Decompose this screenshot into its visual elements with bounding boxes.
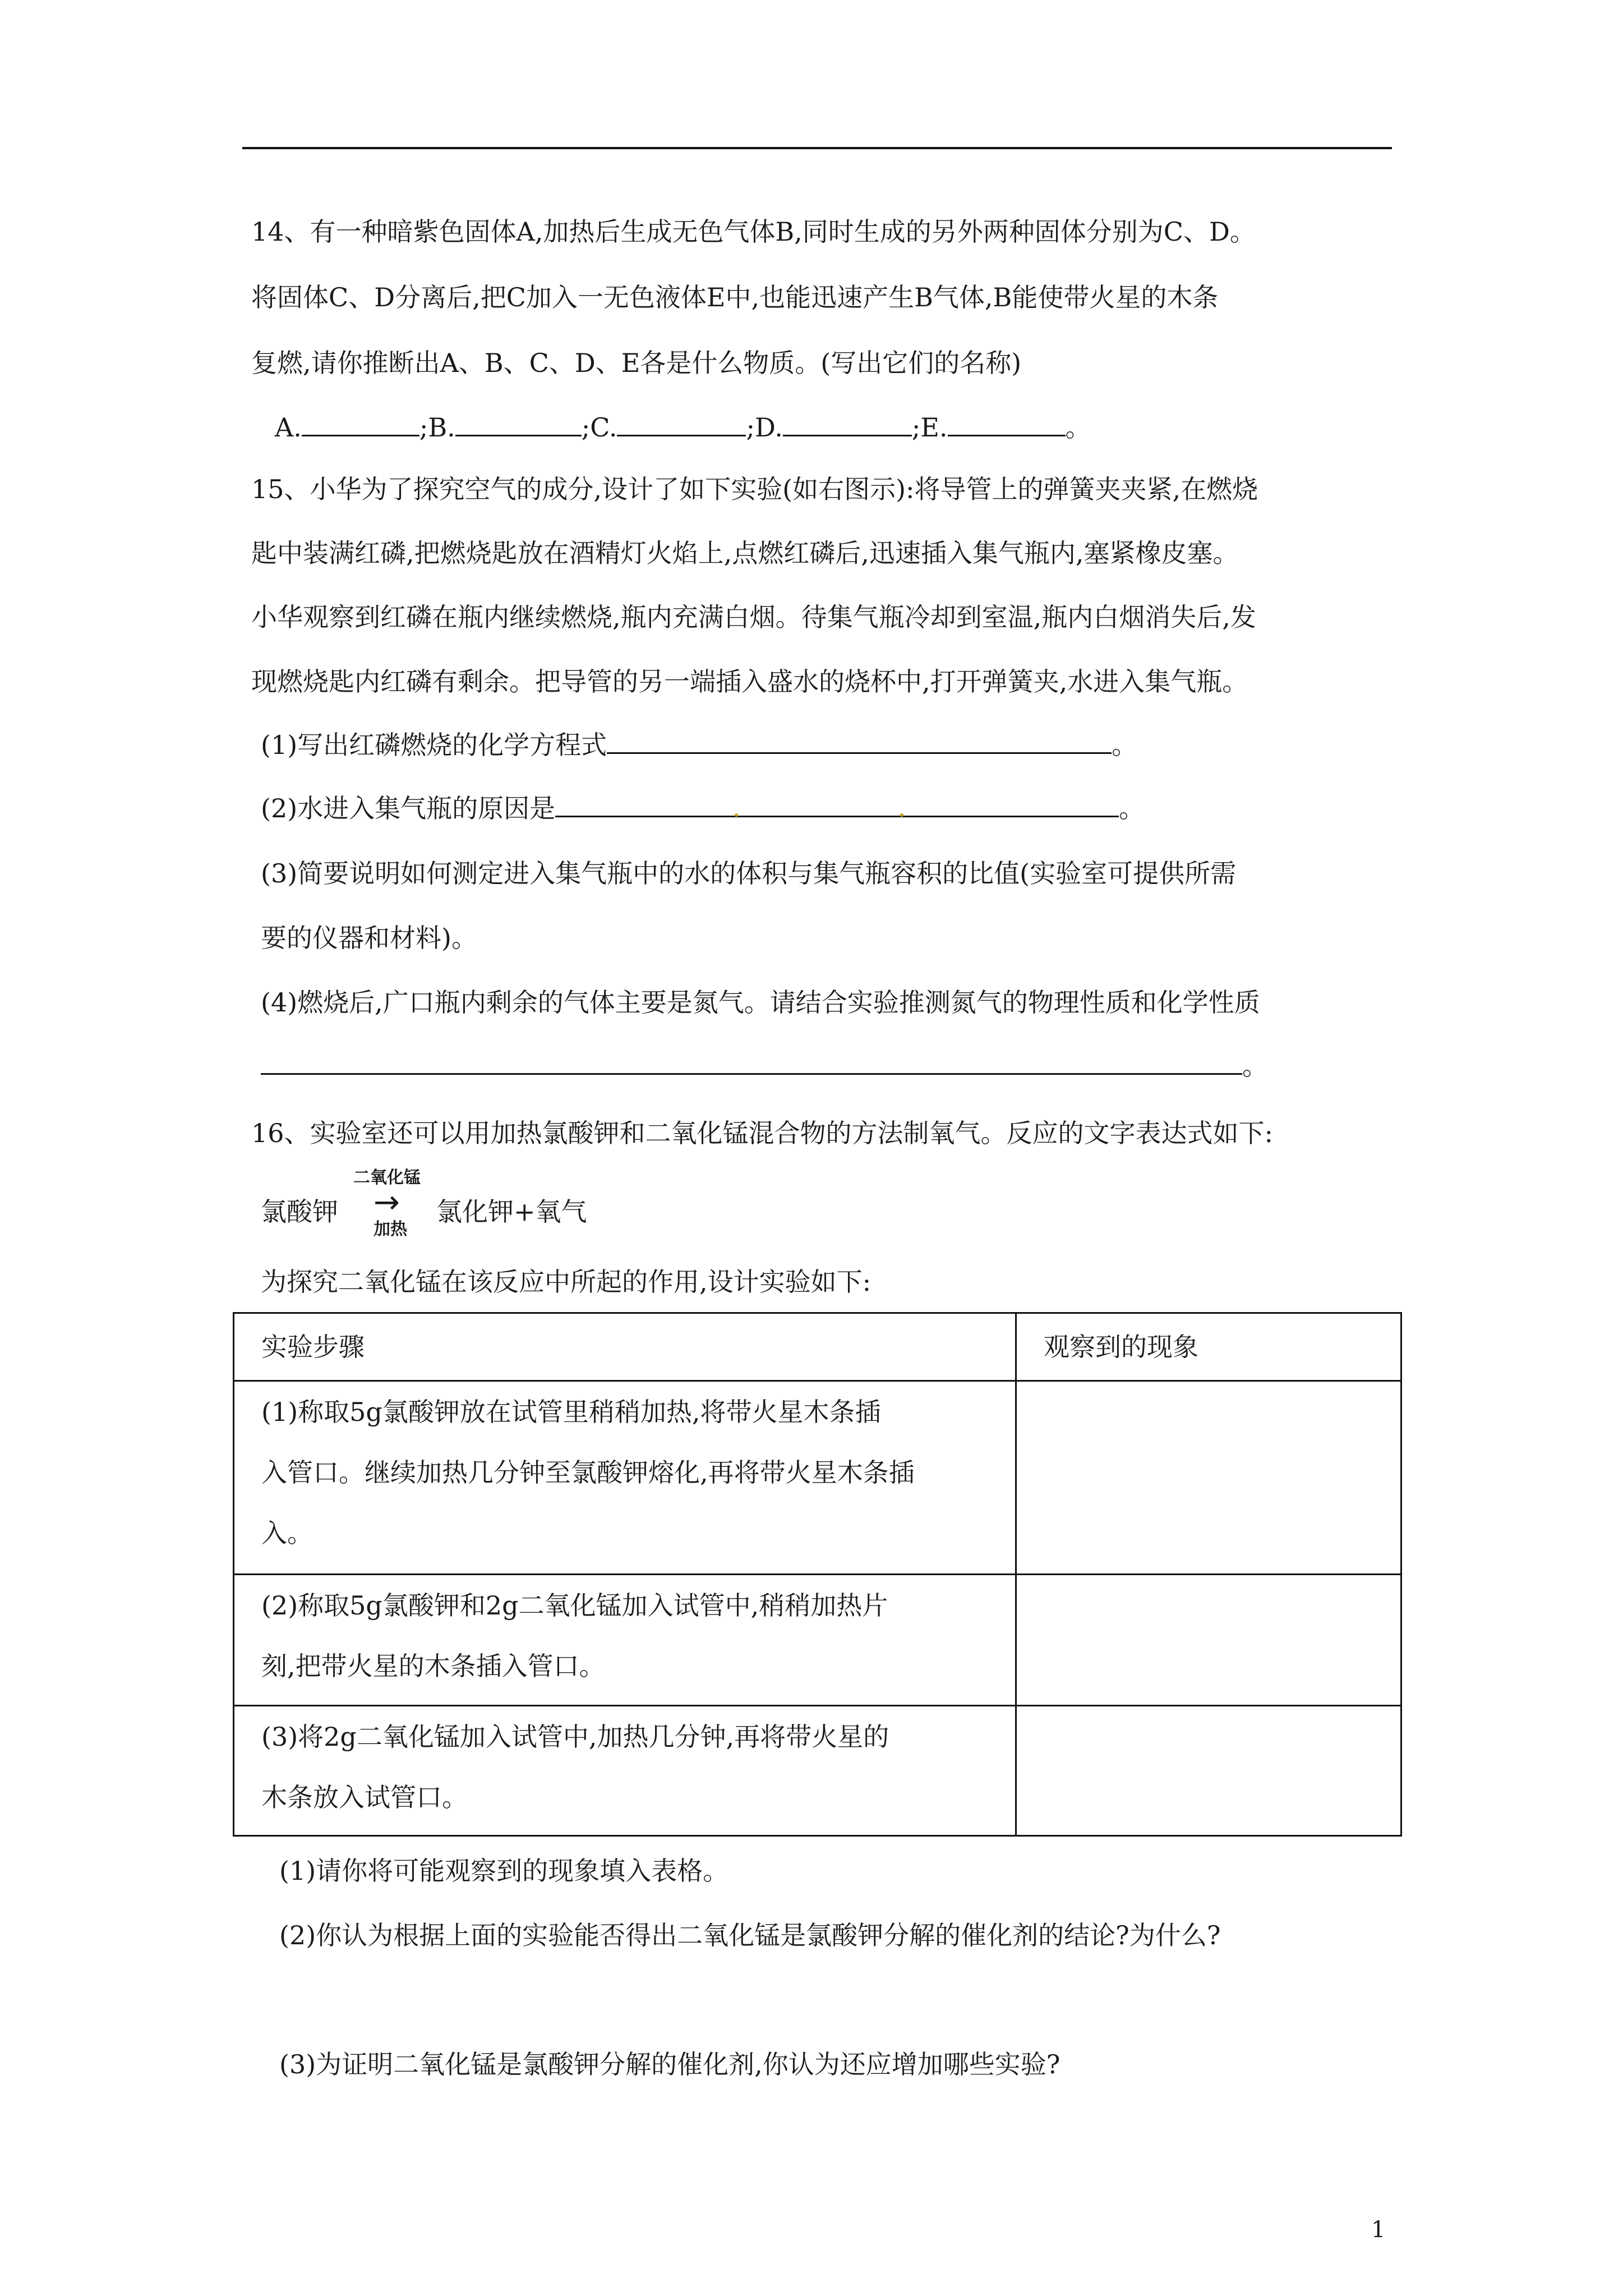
q16-followup-1: (1)请你将可能观察到的现象填入表格。: [279, 1856, 729, 1886]
q14-blank-e[interactable]: [948, 412, 1066, 436]
q16-followup-2: (2)你认为根据上面的实验能否得出二氧化锰是氯酸钾分解的催化剂的结论?为什么?: [279, 1920, 1221, 1950]
table-header-row: [234, 1313, 1401, 1381]
q14-blank-b[interactable]: [455, 412, 582, 436]
stray-dot-1: [735, 813, 738, 817]
q14-label-d: ;D.: [746, 412, 783, 443]
q14-blank-c[interactable]: [617, 412, 746, 436]
q16-products: 氯化钾+氧气: [436, 1197, 587, 1227]
q15-sub-2-text: (2)水进入集气瓶的原因是: [261, 793, 556, 823]
experiment-table: [233, 1312, 1402, 1837]
q15-blank-2[interactable]: [555, 793, 1119, 817]
table-row: [234, 1575, 1401, 1706]
q14-blank-a[interactable]: [302, 412, 419, 436]
q14-blank-d[interactable]: [783, 412, 912, 436]
q15-line-3: 小华观察到红磷在瓶内继续燃烧,瓶内充满白烟。待集气瓶冷却到室温,瓶内白烟消失后,发: [251, 602, 1256, 632]
table-row: [234, 1381, 1401, 1575]
table-header-observation: 观察到的现象: [1016, 1313, 1401, 1381]
q15-sub-4: (4)燃烧后,广口瓶内剩余的气体主要是氮气。请结合实验推测氮气的物理性质和化学性质: [261, 987, 1260, 1018]
q15-sub-1: [261, 728, 1137, 762]
reaction-catalyst: 二氧化锰: [353, 1168, 421, 1188]
q16-followup-3: (3)为证明二氧化锰是氯酸钾分解的催化剂,你认为还应增加哪些实验?: [279, 2049, 1061, 2079]
q14-label-a: A.: [275, 412, 302, 443]
q14-line-2: 将固体C、D分离后,把C加入一无色液体E中,也能迅速产生B气体,B能使带火星的木条: [251, 282, 1219, 312]
reaction-arrow: [353, 1168, 421, 1241]
table-cell-step: (3)将2g二氧化锰加入试管中,加热几分钟,再将带火星的 木条放入试管口。: [234, 1706, 1016, 1836]
q15-sub-2: [261, 792, 1145, 825]
q15-sub-3b: 要的仪器和材料)。: [261, 923, 477, 953]
q15-sub-2-end: 。: [1119, 793, 1145, 823]
table-row: [234, 1706, 1401, 1836]
table-cell-step: (2)称取5g氯酸钾和2g二氧化锰加入试管中,稍稍加热片 刻,把带火星的木条插入管口。: [234, 1575, 1016, 1706]
q15-blank-1[interactable]: [607, 730, 1112, 754]
q15-line-2: 匙中装满红磷,把燃烧匙放在酒精灯火焰上,点燃红磷后,迅速插入集气瓶内,塞紧橡皮塞。: [251, 538, 1239, 568]
q14-answer-line: [275, 411, 1091, 444]
q16-intro: 16、实验室还可以用加热氯酸钾和二氧化锰混合物的方法制氧气。反应的文字表达式如下:: [251, 1118, 1274, 1148]
q14-label-c: ;C.: [581, 412, 617, 443]
q15-sub-3a: (3)简要说明如何测定进入集气瓶中的水的体积与集气瓶容积的比值(实验室可提供所需: [261, 858, 1237, 889]
q15-sub-1-end: 。: [1112, 730, 1138, 760]
q15-line-4: 现燃烧匙内红磷有剩余。把导管的另一端插入盛水的烧杯中,打开弹簧夹,水进入集气瓶。: [251, 666, 1248, 697]
table-cell-step: (1)称取5g氯酸钾放在试管里稍稍加热,将带火星木条插 入管口。继续加热几分钟至氯酸钾熔化,再将带火星木条插 入。: [234, 1381, 1016, 1575]
reaction-condition: 加热: [374, 1220, 407, 1239]
q15-sub-1-text: (1)写出红磷燃烧的化学方程式: [261, 730, 607, 760]
q15-sub-4-answer: [261, 1049, 1268, 1083]
q16-purpose: 为探究二氧化锰在该反应中所起的作用,设计实验如下:: [261, 1267, 872, 1297]
q14-line-1: 14、有一种暗紫色固体A,加热后生成无色气体B,同时生成的另外两种固体分别为C、D。: [251, 217, 1256, 247]
page-number: 1: [1371, 2217, 1386, 2243]
q15-line-1: 15、小华为了探究空气的成分,设计了如下实验(如右图示):将导管上的弹簧夹夹紧,在燃烧: [251, 474, 1258, 504]
table-header-step: 实验步骤: [234, 1313, 1016, 1381]
right-arrow-icon: →: [374, 1184, 400, 1221]
q16-reactant: 氯酸钾: [261, 1197, 338, 1227]
stray-dot-2: [900, 813, 903, 817]
q15-sub-4-end: 。: [1242, 1051, 1268, 1081]
q14-label-b: ;B.: [419, 412, 455, 443]
q14-end-mark: 。: [1065, 412, 1091, 443]
header-rule: [242, 147, 1392, 149]
q14-label-e: ;E.: [911, 412, 948, 443]
table-cell-observation[interactable]: [1016, 1575, 1401, 1706]
q14-line-3: 复燃,请你推断出A、B、C、D、E各是什么物质。(写出它们的名称): [251, 348, 1022, 378]
q15-blank-4[interactable]: [261, 1051, 1242, 1075]
table-cell-observation[interactable]: [1016, 1706, 1401, 1836]
table-cell-observation[interactable]: [1016, 1381, 1401, 1575]
